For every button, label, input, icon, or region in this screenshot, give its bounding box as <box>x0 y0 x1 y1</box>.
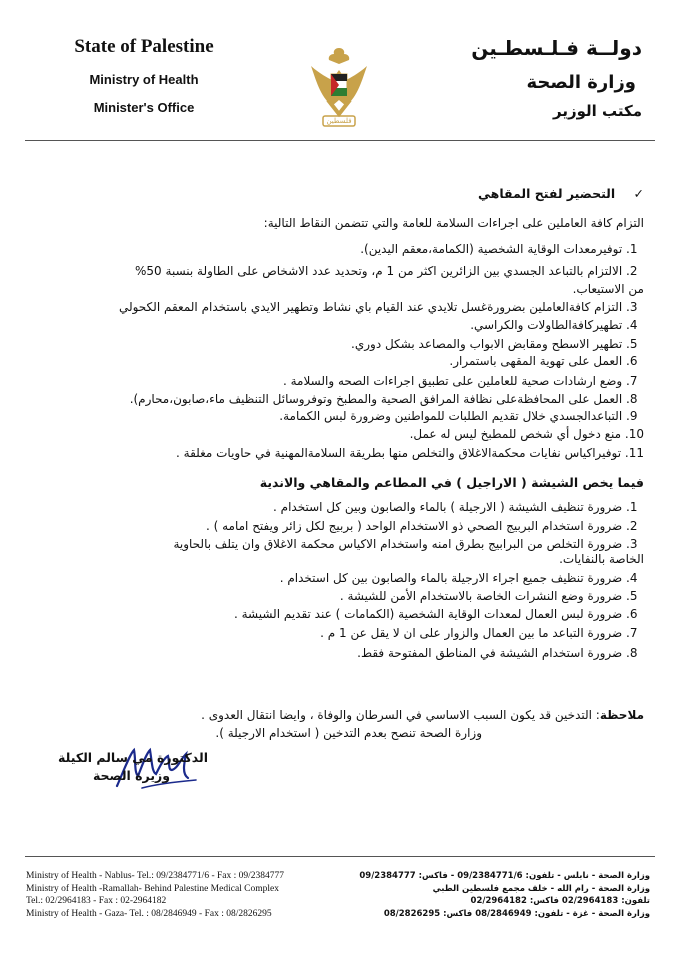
list-item-number: 1. <box>626 500 638 514</box>
list-item <box>44 646 644 661</box>
list-item <box>44 626 644 641</box>
list-item <box>44 242 644 257</box>
list-item-text: التزام كافةالعاملين بضرورةغسل تلايدي عند القيام باي نشاط وتطهير الايدي باستخدام المعقم الكحولي <box>118 300 623 314</box>
list-item <box>44 409 644 424</box>
footer-line: Ministry of Health - Gaza- Tel. : 08/2846949 - Fax : 08/2826295 <box>26 908 272 919</box>
footer-line: وزارة الصحة - نابلس - تلفون: 09/2384771/6 - فاكس: 09/2384777 <box>359 871 650 881</box>
list-item-number: 9. <box>626 409 638 423</box>
list-item <box>44 537 644 552</box>
list-item-number: 8. <box>626 646 638 660</box>
footer-line: وزارة الصحة - رام الله - خلف مجمع فلسطين الطبي <box>432 883 650 894</box>
footer-line: Ministry of Health - Nablus- Tel.: 09/2384771/6 - Fax : 09/2384777 <box>26 871 285 881</box>
list-item-number: 1. <box>626 242 638 256</box>
list-item-number: 5. <box>626 337 638 351</box>
list-item-number: 4. <box>626 318 638 332</box>
header-ar-ministry: وزارة الصحة <box>526 72 636 93</box>
list-item-text: ضرورة وضع النشرات الخاصة بالاستخدام الأمن للشيشة . <box>339 589 623 603</box>
section1-intro: التزام كافة العاملين على اجراءات السلامة للعامة والتي تتضمن النقاط التالية: <box>263 216 644 230</box>
list-item <box>44 337 644 352</box>
list-item-text: ضرورة التباعد ما بين العمال والزوار على ان لا يقل عن 1 م . <box>320 626 623 640</box>
note-line-2: وزارة الصحة تنصح بعدم التدخين ( استخدام الارجيلة ). <box>215 726 482 740</box>
list-item-number: 6. <box>626 354 638 368</box>
list-item-number: 10. <box>624 427 644 441</box>
list-item-text: تطهيركافةالطاولات والكراسي. <box>470 318 623 332</box>
footer-line: تلفون: 02/2964183 فاكس: 02/2964182 <box>470 896 650 906</box>
list-item-text: ضرورة التخلص من البرابيج بطرق امنه واستخدام الاكياس محكمة الاغلاق وان يتلف بالحاوية <box>173 537 623 551</box>
list-item-text: منع دخول أي شخص للمطبخ ليس له عمل. <box>409 427 622 441</box>
section1-heading <box>44 186 644 201</box>
list-item-number: 7. <box>626 626 638 640</box>
list-item <box>44 552 644 567</box>
list-item-text: ضرورة استخدام الشيشة في المناطق المفتوحة فقط. <box>357 646 623 660</box>
emblem-caption: فلسطين <box>326 117 352 125</box>
signatory-name: الدكتورة مي سالم الكيلة <box>58 750 208 765</box>
section1-title: التحضير لفتح المقاهي <box>478 186 616 201</box>
header-ar-title: دولــة فـلـسطـين <box>471 36 642 60</box>
list-item <box>44 446 644 461</box>
signatory-title: وزيرة الصحة <box>92 768 170 783</box>
list-item-number: 3. <box>626 300 638 314</box>
list-item-text: وضع ارشادات صحية للعاملين على تطبيق اجراءات الصحه والسلامة . <box>282 374 623 388</box>
header-ar-office: مكتب الوزير <box>552 102 642 120</box>
list-item-text: ضرورة لبس العمال لمعدات الوقاية الشخصية (الكمامات ) عند تقديم الشيشة . <box>233 607 623 621</box>
note-line-1 <box>44 708 644 723</box>
list-item-number: 5. <box>626 589 638 603</box>
list-item <box>44 300 644 315</box>
list-item-text: العمل على تهوية المقهى باستمرار. <box>449 354 623 368</box>
footer-line: Ministry of Health -Ramallah- Behind Palestine Medical Complex <box>26 883 280 894</box>
note-label: ملاحظة <box>599 708 644 722</box>
list-item-text: العمل على المحافظةعلى نظافة المرافق الصحية والمطبخ وتوفروسائل التنظيف ماء،صابون،محارم). <box>129 392 623 406</box>
list-item-text: الخاصة بالنفايات. <box>559 552 644 566</box>
list-item <box>44 282 644 297</box>
note-text-1: : التدخين قد يكون السبب الاساسي في السرطان والوفاة ، وايضا انتقال العدوى . <box>201 708 600 722</box>
header-divider <box>25 140 655 141</box>
header-en-ministry: Ministry of Health <box>89 72 199 87</box>
list-item <box>44 571 644 586</box>
footer-line: Tel.: 02/2964183 - Fax : 02-2964182 <box>26 896 167 906</box>
list-item-text: توفيراكياس نفايات محكمةالاغلاق والتخلص منها بطريقة السلامةالمهنية في حاويات مغلقة . <box>176 446 622 460</box>
footer-line: وزارة الصحة - غزة - تلفون: 08/2846949 فاكس: 08/2826295 <box>383 908 650 919</box>
list-item-number: 2. <box>626 519 638 533</box>
checkmark-icon: ✓ <box>633 186 644 201</box>
list-item-text: من الاستيعاب. <box>572 282 644 296</box>
list-item-number: 6. <box>626 607 638 621</box>
list-item-text: توفيرمعدات الوقاية الشخصية (الكمامة،معقم اليدين). <box>360 242 623 256</box>
list-item <box>44 354 644 369</box>
list-item <box>44 607 644 622</box>
list-item-number: 2. <box>626 264 638 278</box>
list-item <box>44 519 644 534</box>
list-item-text: تطهير الاسطح ومقابض الابواب والمصاعد بشكل دوري. <box>351 337 623 351</box>
list-item <box>44 392 644 407</box>
list-item-text: التباعدالجسدي خلال تقديم الطلبات للمواطنين وضرورة لبس الكمامة. <box>279 409 623 423</box>
list-item <box>44 374 644 389</box>
list-item <box>44 500 644 515</box>
list-item-number: 8. <box>626 392 638 406</box>
header-en-office: Minister's Office <box>93 100 195 115</box>
header-en-title: State of Palestine <box>74 36 214 57</box>
list-item-text: ضرورة استخدام البربيج الصحي ذو الاستخدام الواحد ( بربيج لكل زائر ويفتح امامه ) . <box>205 519 623 533</box>
list-item-text: ضرورة تنظيف جميع اجراء الارجيلة بالماء والصابون بين كل استخدام . <box>279 571 623 585</box>
list-item-text: ضرورة تنظيف الشيشة ( الارجيلة ) بالماء والصابون وبين كل استخدام . <box>273 500 623 514</box>
list-item-number: 4. <box>626 571 638 585</box>
list-item <box>44 264 644 279</box>
list-item-number: 7. <box>626 374 638 388</box>
footer-divider <box>25 856 655 857</box>
section2-title: فيما يخص الشيشة ( الاراجيل ) في المطاعم والمقاهي والاندية <box>259 475 644 490</box>
list-item-text: الالتزام بالتباعد الجسدي بين الزائرين اكثر من 1 م، وتحديد عدد الاشخاص على الطاولة بنسبة 50% <box>135 264 623 278</box>
list-item-number: 11. <box>624 446 644 460</box>
list-item-number: 3. <box>626 537 638 551</box>
list-item <box>44 427 644 442</box>
list-item <box>44 589 644 604</box>
list-item <box>44 318 644 333</box>
